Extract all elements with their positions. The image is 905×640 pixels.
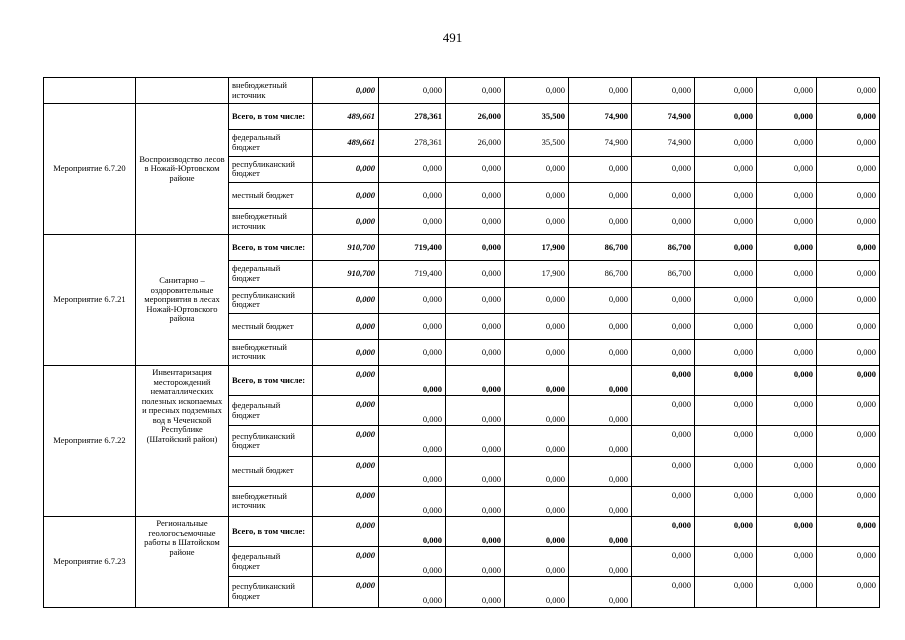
year-value-cell: 0,000: [446, 366, 505, 396]
year-value-cell: 719,400: [379, 235, 446, 261]
year-value-cell: 0,000: [695, 456, 757, 486]
year-value-cell: 0,000: [379, 547, 446, 577]
total-value-cell: 0,000: [313, 208, 379, 234]
year-value-cell: 0,000: [569, 426, 632, 456]
funding-source-cell: Всего, в том числе:: [229, 104, 313, 130]
year-value-cell: 0,000: [817, 339, 880, 365]
year-value-cell: 0,000: [632, 313, 695, 339]
year-value-cell: 0,000: [379, 396, 446, 426]
year-value-cell: 719,400: [379, 261, 446, 287]
year-value-cell: 0,000: [569, 78, 632, 104]
year-value-cell: 0,000: [446, 456, 505, 486]
table-row: [44, 78, 880, 104]
year-value-cell: 0,000: [379, 456, 446, 486]
budget-table: [43, 77, 880, 608]
funding-source-cell: местный бюджет: [229, 456, 313, 486]
year-value-cell: 0,000: [446, 517, 505, 547]
year-value-cell: 0,000: [757, 208, 817, 234]
page-number: 491: [442, 30, 463, 45]
funding-source-cell: Всего, в том числе:: [229, 235, 313, 261]
year-value-cell: 0,000: [757, 130, 817, 156]
year-value-cell: 0,000: [379, 486, 446, 516]
total-value-cell: 0,000: [313, 339, 379, 365]
year-value-cell: 0,000: [757, 235, 817, 261]
year-value-cell: 17,900: [505, 261, 569, 287]
year-value-cell: 0,000: [446, 547, 505, 577]
table-row: [44, 517, 880, 547]
year-value-cell: 0,000: [817, 208, 880, 234]
year-value-cell: 0,000: [695, 78, 757, 104]
year-value-cell: 0,000: [446, 156, 505, 182]
description-cell: Региональные геологосъемочные работы в Шатойском районе: [136, 517, 229, 608]
year-value-cell: 0,000: [569, 208, 632, 234]
year-value-cell: 0,000: [632, 577, 695, 607]
funding-source-cell: республиканский бюджет: [229, 577, 313, 607]
year-value-cell: 0,000: [695, 104, 757, 130]
year-value-cell: 26,000: [446, 104, 505, 130]
year-value-cell: 0,000: [446, 339, 505, 365]
year-value-cell: 0,000: [569, 396, 632, 426]
year-value-cell: 86,700: [569, 235, 632, 261]
description-cell: Инвентаризация месторождений нематаллических полезных ископаемых и пресных подземных вод в Чеченской Республике (Шатойский район): [136, 366, 229, 517]
year-value-cell: 0,000: [817, 261, 880, 287]
year-value-cell: 0,000: [505, 426, 569, 456]
year-value-cell: 0,000: [817, 287, 880, 313]
year-value-cell: 0,000: [757, 517, 817, 547]
year-value-cell: 0,000: [695, 486, 757, 516]
year-value-cell: 0,000: [632, 456, 695, 486]
year-value-cell: 0,000: [817, 78, 880, 104]
year-value-cell: 0,000: [757, 261, 817, 287]
year-value-cell: 0,000: [505, 577, 569, 607]
year-value-cell: 0,000: [569, 486, 632, 516]
year-value-cell: 0,000: [817, 517, 880, 547]
year-value-cell: 0,000: [817, 547, 880, 577]
year-value-cell: 0,000: [505, 396, 569, 426]
year-value-cell: 0,000: [695, 130, 757, 156]
funding-source-cell: внебюджетный источник: [229, 78, 313, 104]
total-value-cell: 0,000: [313, 486, 379, 516]
year-value-cell: 0,000: [446, 396, 505, 426]
table-row: [44, 104, 880, 130]
total-value-cell: 489,661: [313, 104, 379, 130]
year-value-cell: 0,000: [569, 366, 632, 396]
year-value-cell: 35,500: [505, 104, 569, 130]
total-value-cell: 0,000: [313, 78, 379, 104]
year-value-cell: 0,000: [695, 547, 757, 577]
year-value-cell: 0,000: [569, 182, 632, 208]
year-value-cell: 0,000: [632, 366, 695, 396]
year-value-cell: 0,000: [817, 366, 880, 396]
year-value-cell: 0,000: [632, 547, 695, 577]
year-value-cell: 86,700: [569, 261, 632, 287]
year-value-cell: 86,700: [632, 261, 695, 287]
year-value-cell: 0,000: [817, 577, 880, 607]
description-cell: [136, 78, 229, 104]
year-value-cell: 0,000: [817, 313, 880, 339]
year-value-cell: 0,000: [446, 78, 505, 104]
funding-source-cell: Всего, в том числе:: [229, 517, 313, 547]
year-value-cell: 0,000: [379, 577, 446, 607]
year-value-cell: 0,000: [632, 396, 695, 426]
funding-source-cell: республиканский бюджет: [229, 156, 313, 182]
year-value-cell: 0,000: [817, 130, 880, 156]
year-value-cell: 0,000: [446, 208, 505, 234]
funding-source-cell: республиканский бюджет: [229, 287, 313, 313]
year-value-cell: 0,000: [757, 339, 817, 365]
year-value-cell: 0,000: [817, 235, 880, 261]
funding-source-cell: внебюджетный источник: [229, 208, 313, 234]
year-value-cell: 0,000: [695, 156, 757, 182]
year-value-cell: 0,000: [446, 235, 505, 261]
year-value-cell: 0,000: [505, 156, 569, 182]
table-row: [44, 235, 880, 261]
year-value-cell: 0,000: [379, 517, 446, 547]
year-value-cell: 0,000: [817, 182, 880, 208]
year-value-cell: 0,000: [379, 366, 446, 396]
total-value-cell: 0,000: [313, 366, 379, 396]
year-value-cell: 0,000: [379, 313, 446, 339]
funding-source-cell: республиканский бюджет: [229, 426, 313, 456]
funding-source-cell: федеральный бюджет: [229, 261, 313, 287]
year-value-cell: 0,000: [569, 517, 632, 547]
year-value-cell: 0,000: [569, 339, 632, 365]
year-value-cell: 0,000: [379, 208, 446, 234]
year-value-cell: 0,000: [505, 547, 569, 577]
year-value-cell: 0,000: [379, 156, 446, 182]
year-value-cell: 17,900: [505, 235, 569, 261]
funding-source-cell: Всего, в том числе:: [229, 366, 313, 396]
year-value-cell: 0,000: [505, 366, 569, 396]
event-cell: Мероприятие 6.7.22: [44, 366, 136, 517]
year-value-cell: 0,000: [757, 366, 817, 396]
year-value-cell: 0,000: [632, 517, 695, 547]
funding-source-cell: федеральный бюджет: [229, 130, 313, 156]
year-value-cell: 0,000: [757, 78, 817, 104]
funding-source-cell: федеральный бюджет: [229, 547, 313, 577]
year-value-cell: 0,000: [505, 287, 569, 313]
year-value-cell: 0,000: [632, 182, 695, 208]
funding-source-cell: местный бюджет: [229, 182, 313, 208]
year-value-cell: 0,000: [505, 486, 569, 516]
year-value-cell: 0,000: [446, 577, 505, 607]
year-value-cell: 74,900: [569, 130, 632, 156]
year-value-cell: 0,000: [632, 156, 695, 182]
year-value-cell: 0,000: [695, 313, 757, 339]
year-value-cell: 0,000: [446, 182, 505, 208]
year-value-cell: 0,000: [695, 426, 757, 456]
year-value-cell: 0,000: [505, 313, 569, 339]
year-value-cell: 0,000: [757, 287, 817, 313]
year-value-cell: 74,900: [569, 104, 632, 130]
year-value-cell: 0,000: [632, 78, 695, 104]
funding-source-cell: внебюджетный источник: [229, 339, 313, 365]
year-value-cell: 0,000: [757, 486, 817, 516]
year-value-cell: 0,000: [446, 313, 505, 339]
description-cell: Воспроизводство лесов в Ножай-Юртовском районе: [136, 104, 229, 235]
year-value-cell: 26,000: [446, 130, 505, 156]
year-value-cell: 0,000: [379, 287, 446, 313]
year-value-cell: 0,000: [569, 547, 632, 577]
year-value-cell: 0,000: [505, 339, 569, 365]
total-value-cell: 0,000: [313, 517, 379, 547]
total-value-cell: 0,000: [313, 396, 379, 426]
year-value-cell: 0,000: [817, 104, 880, 130]
year-value-cell: 74,900: [632, 104, 695, 130]
year-value-cell: 0,000: [757, 547, 817, 577]
year-value-cell: 0,000: [446, 261, 505, 287]
total-value-cell: 0,000: [313, 426, 379, 456]
year-value-cell: 278,361: [379, 130, 446, 156]
year-value-cell: 0,000: [446, 486, 505, 516]
year-value-cell: 35,500: [505, 130, 569, 156]
year-value-cell: 0,000: [757, 426, 817, 456]
year-value-cell: 0,000: [632, 486, 695, 516]
year-value-cell: 0,000: [817, 456, 880, 486]
year-value-cell: 0,000: [632, 426, 695, 456]
year-value-cell: 0,000: [817, 426, 880, 456]
year-value-cell: 0,000: [757, 456, 817, 486]
total-value-cell: 0,000: [313, 547, 379, 577]
year-value-cell: 0,000: [379, 78, 446, 104]
event-cell: [44, 78, 136, 104]
event-cell: Мероприятие 6.7.21: [44, 235, 136, 366]
year-value-cell: 0,000: [695, 577, 757, 607]
year-value-cell: 0,000: [632, 287, 695, 313]
year-value-cell: 0,000: [695, 287, 757, 313]
year-value-cell: 0,000: [695, 235, 757, 261]
total-value-cell: 489,661: [313, 130, 379, 156]
year-value-cell: 0,000: [757, 156, 817, 182]
year-value-cell: 0,000: [757, 577, 817, 607]
year-value-cell: 0,000: [379, 339, 446, 365]
year-value-cell: 0,000: [817, 396, 880, 426]
year-value-cell: 0,000: [569, 313, 632, 339]
year-value-cell: 0,000: [379, 182, 446, 208]
year-value-cell: 0,000: [569, 577, 632, 607]
year-value-cell: 0,000: [695, 366, 757, 396]
year-value-cell: 0,000: [569, 156, 632, 182]
year-value-cell: 278,361: [379, 104, 446, 130]
total-value-cell: 0,000: [313, 156, 379, 182]
total-value-cell: 910,700: [313, 261, 379, 287]
table-body: [44, 78, 880, 608]
total-value-cell: 0,000: [313, 287, 379, 313]
year-value-cell: 0,000: [505, 456, 569, 486]
year-value-cell: 0,000: [757, 182, 817, 208]
description-cell: Санитарно – оздоровительные мероприятия в лесах Ножай-Юртовского района: [136, 235, 229, 366]
year-value-cell: 0,000: [569, 287, 632, 313]
total-value-cell: 0,000: [313, 456, 379, 486]
year-value-cell: 0,000: [695, 339, 757, 365]
year-value-cell: 0,000: [379, 426, 446, 456]
year-value-cell: 0,000: [695, 396, 757, 426]
year-value-cell: 0,000: [695, 517, 757, 547]
year-value-cell: 0,000: [632, 208, 695, 234]
year-value-cell: 0,000: [505, 208, 569, 234]
total-value-cell: 0,000: [313, 182, 379, 208]
year-value-cell: 0,000: [505, 182, 569, 208]
year-value-cell: 0,000: [446, 426, 505, 456]
year-value-cell: 0,000: [446, 287, 505, 313]
year-value-cell: 0,000: [757, 104, 817, 130]
year-value-cell: 0,000: [817, 156, 880, 182]
event-cell: Мероприятие 6.7.23: [44, 517, 136, 608]
year-value-cell: 0,000: [632, 339, 695, 365]
total-value-cell: 0,000: [313, 313, 379, 339]
funding-source-cell: местный бюджет: [229, 313, 313, 339]
year-value-cell: 0,000: [569, 456, 632, 486]
year-value-cell: 74,900: [632, 130, 695, 156]
year-value-cell: 0,000: [757, 396, 817, 426]
year-value-cell: 0,000: [757, 313, 817, 339]
year-value-cell: 0,000: [695, 208, 757, 234]
total-value-cell: 0,000: [313, 577, 379, 607]
year-value-cell: 0,000: [505, 517, 569, 547]
year-value-cell: 86,700: [632, 235, 695, 261]
year-value-cell: 0,000: [505, 78, 569, 104]
year-value-cell: 0,000: [695, 182, 757, 208]
total-value-cell: 910,700: [313, 235, 379, 261]
event-cell: Мероприятие 6.7.20: [44, 104, 136, 235]
year-value-cell: 0,000: [695, 261, 757, 287]
funding-source-cell: внебюджетный источник: [229, 486, 313, 516]
funding-source-cell: федеральный бюджет: [229, 396, 313, 426]
year-value-cell: 0,000: [817, 486, 880, 516]
table-row: [44, 366, 880, 396]
